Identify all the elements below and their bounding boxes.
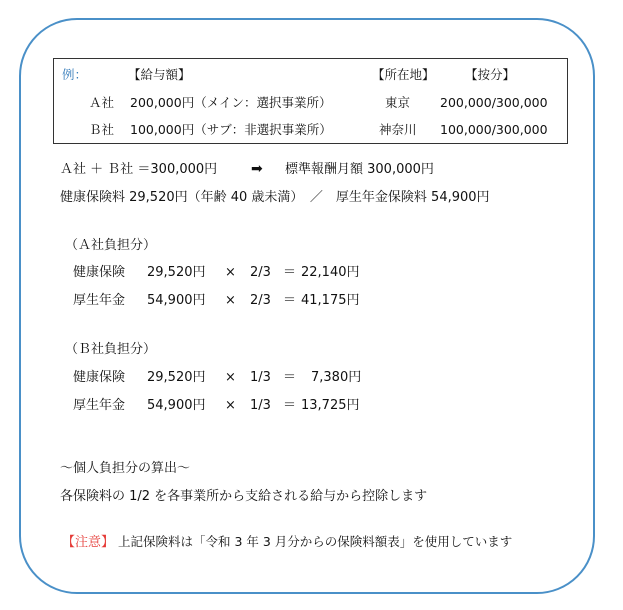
row-b-location: 神奈川: [379, 122, 417, 137]
formula-right: 標準報酬月額 300,000円: [285, 162, 434, 177]
row-b-ratio: 100,000/300,000: [440, 122, 548, 137]
row-b-company: Ｂ社: [89, 122, 115, 137]
a-health-ratio: 2/3: [250, 265, 271, 280]
header-ratio: 【按分】: [465, 67, 516, 82]
individual-text: 各保険料の 1/2 を各事業所から支給される給与から控除します: [60, 489, 428, 504]
a-pension-amount: 54,900円: [147, 293, 206, 308]
b-health-label: 健康保険: [73, 370, 126, 385]
row-a-company: Ａ社: [89, 95, 115, 110]
row-a-location: 東京: [385, 95, 411, 110]
b-health-op: ×: [225, 370, 236, 385]
note-text: 上記保険料は「令和 3 年 3 月分からの保険料額表」を使用しています: [118, 534, 513, 549]
a-pension-ratio: 2/3: [250, 293, 271, 308]
individual-heading: ～個人負担分の算出～: [60, 461, 191, 476]
b-share-title: （Ｂ社負担分）: [65, 342, 157, 357]
b-pension-op: ×: [225, 398, 236, 413]
a-health-op: ×: [225, 265, 236, 280]
b-health-ratio: 1/3: [250, 370, 271, 385]
a-pension-label: 厚生年金: [73, 293, 126, 308]
a-health-result: 22,140円: [301, 265, 360, 280]
a-health-amount: 29,520円: [147, 265, 206, 280]
b-health-eq: ＝: [283, 370, 297, 385]
header-salary: 【給与額】: [128, 67, 191, 82]
example-label: 例：: [62, 67, 88, 82]
a-health-label: 健康保険: [73, 265, 126, 280]
premium-line: 健康保険料 29,520円（年齢 40 歳未満） ／ 厚生年金保険料 54,900円: [60, 190, 490, 205]
header-location: 【所在地】: [372, 67, 435, 82]
formula-left: Ａ社 ＋ Ｂ社 ＝300,000円: [60, 162, 218, 177]
note-label: 【注意】: [62, 535, 115, 550]
row-a-ratio: 200,000/300,000: [440, 95, 548, 110]
b-pension-result: 13,725円: [301, 398, 360, 413]
b-health-amount: 29,520円: [147, 370, 206, 385]
right-arrow-icon: ➡: [251, 161, 263, 177]
a-pension-eq: ＝: [283, 293, 297, 308]
b-pension-eq: ＝: [283, 398, 297, 413]
a-share-title: （Ａ社負担分）: [65, 238, 157, 253]
b-health-result: 7,380円: [311, 370, 362, 385]
a-pension-result: 41,175円: [301, 293, 360, 308]
b-pension-label: 厚生年金: [73, 398, 126, 413]
row-a-amount: 200,000円（メイン：選択事業所）: [130, 95, 332, 110]
row-b-amount: 100,000円（サブ：非選択事業所）: [130, 122, 332, 137]
a-health-eq: ＝: [283, 265, 297, 280]
b-pension-ratio: 1/3: [250, 398, 271, 413]
a-pension-op: ×: [225, 293, 236, 308]
b-pension-amount: 54,900円: [147, 398, 206, 413]
